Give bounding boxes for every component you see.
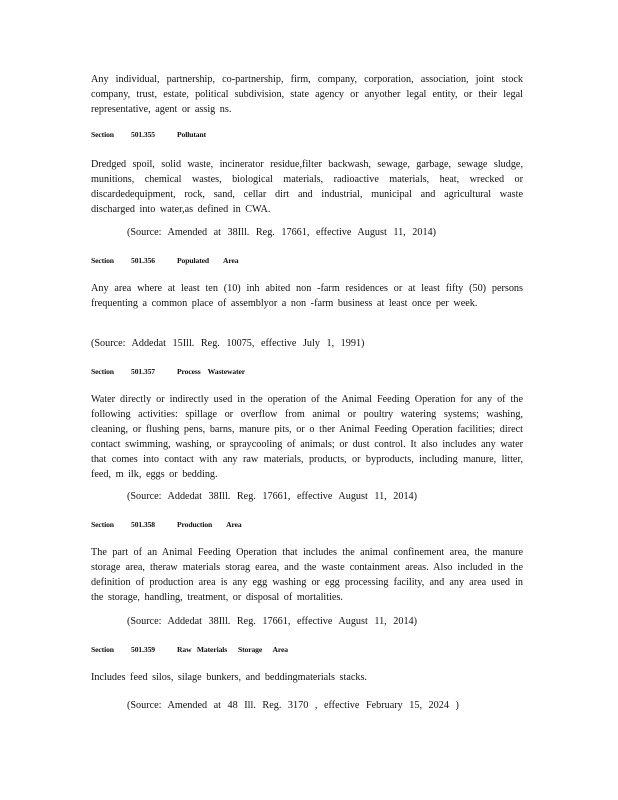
section-number: 501.358	[131, 520, 155, 529]
source-note: (Source: Amended at 38Ill. Reg. 17661, effective August 11, 2014)	[127, 227, 437, 238]
section-body: The part of an Animal Feeding Operation that includes the animal confinement area, the manure storage area, theraw materials storag earea, and the waste containment areas. Also included in the definition of production area is any egg washing or egg processing facility, and any area used in the storage, handling, treatment, or disposal of mortalities.	[91, 547, 523, 603]
section-heading	[91, 645, 288, 654]
section-number: 501.357	[131, 367, 155, 376]
section-heading	[91, 130, 206, 139]
section-title: Raw Materials Storage Area	[177, 645, 288, 654]
intro-paragraph: Any individual, partnership, co-partnership, firm, company, corporation, association, joint stock company, trust, estate, political subdivision, state agency or anyother legal entity, or their legal representative, agent or assig ns.	[91, 74, 523, 115]
source-note: (Source: Addedat 38Ill. Reg. 17661, effective August 11, 2014)	[127, 616, 418, 627]
section-heading	[91, 256, 238, 265]
section-title: Production Area	[177, 520, 242, 529]
section-number: 501.359	[131, 645, 155, 654]
section-body: Dredged spoil, solid waste, incinerator residue,filter backwash, sewage, garbage, sewage sludge, munitions, chemical wastes, biological materials, radioactive materials, heat, wrecked or discardedequipment, rock, sand, cellar dirt and industrial, municipal and agricultural waste discharged into water,as defined in CWA.	[91, 159, 523, 215]
section-title: Pollutant	[177, 130, 207, 139]
source-note: (Source: Addedat 38Ill. Reg. 17661, effective August 11, 2014)	[127, 491, 418, 502]
section-body: Includes feed silos, silage bunkers, and beddingmaterials stacks.	[91, 672, 367, 683]
section-label: Section	[91, 256, 114, 265]
source-note: (Source: Addedat 15Ill. Reg. 10075, effective July 1, 1991)	[91, 338, 365, 349]
section-label: Section	[91, 520, 114, 529]
section-body: Water directly or indirectly used in the operation of the Animal Feeding Operation for any of the following activities: spillage or overflow from animal or poultry watering systems; washing, cleaning, or flushing pens, barns, manure pits, or o ther Animal Feeding Operation facilities; direct contact swimming, washing, or spraycooling of animals; or dust control. It also includes any water that comes into contact with any raw materials, products, or byproducts, including manure, litter, feed, m ilk, eggs or bedding.	[91, 394, 523, 480]
section-title: Populated Area	[177, 256, 239, 265]
section-label: Section	[91, 645, 114, 654]
source-note: (Source: Amended at 48 Ill. Reg. 3170 , effective February 15, 2024 )	[127, 700, 459, 711]
section-title: Process Wastewater	[177, 367, 246, 376]
section-number: 501.355	[131, 130, 155, 139]
section-number: 501.356	[131, 256, 155, 265]
section-label: Section	[91, 367, 114, 376]
section-heading	[91, 367, 245, 376]
section-body: Any area where at least ten (10) inh abited non -farm residences or at least fifty (50) persons frequenting a common place of assemblyor a non -farm business at least once per week.	[91, 283, 523, 309]
section-label: Section	[91, 130, 114, 139]
section-heading	[91, 520, 242, 529]
